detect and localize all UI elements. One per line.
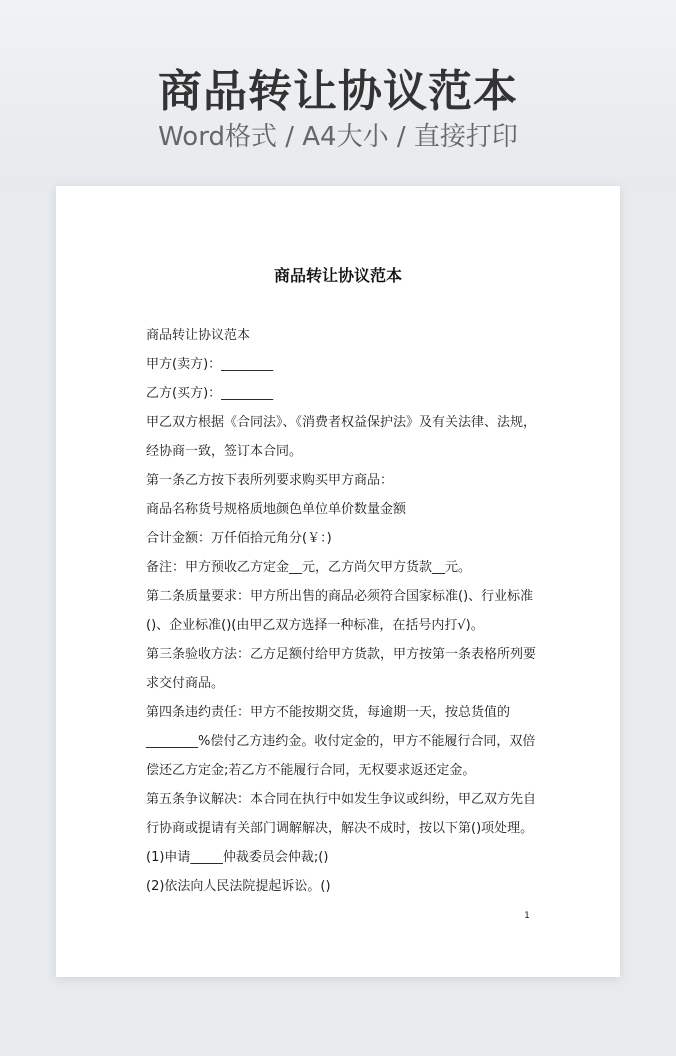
document-line: 第三条验收方法：乙方足额付给甲方货款，甲方按第一条表格所列要 bbox=[146, 647, 537, 662]
page-title: 商品转让协议范本 bbox=[158, 66, 518, 117]
document-line: 甲方(卖方)：________ bbox=[146, 357, 274, 372]
document-title: 商品转让协议范本 bbox=[273, 266, 402, 285]
document-line: 乙方(买方)：________ bbox=[146, 386, 274, 401]
document-line: 偿还乙方定金;若乙方不能履行合同，无权要求返还定金。 bbox=[146, 763, 476, 778]
document-line: (1)申请_____仲裁委员会仲裁;() bbox=[146, 850, 329, 865]
document-line: ________%偿付乙方违约金。收付定金的，甲方不能履行合同，双倍 bbox=[146, 734, 536, 749]
document-line: 备注：甲方预收乙方定金__元，乙方尚欠甲方货款__元。 bbox=[146, 560, 472, 575]
document-line: 第五条争议解决：本合同在执行中如发生争议或纠纷，甲乙双方先自 bbox=[146, 792, 537, 807]
document-line: 求交付商品。 bbox=[146, 676, 225, 691]
document-line: 第四条违约责任：甲方不能按期交货，每逾期一天，按总货值的 bbox=[146, 705, 511, 720]
document-line: 合计金额：万仟佰拾元角分(￥：) bbox=[146, 531, 332, 546]
document-line: 商品名称货号规格质地颜色单位单价数量金额 bbox=[146, 502, 407, 517]
document-line: 经协商一致，签订本合同。 bbox=[146, 444, 303, 459]
document-line: 商品转让协议范本 bbox=[146, 328, 251, 343]
page-number: 1 bbox=[524, 911, 530, 921]
document-line: 第二条质量要求：甲方所出售的商品必须符合国家标准()、行业标准 bbox=[146, 589, 534, 604]
document-line: 行协商或提请有关部门调解解决，解决不成时，按以下第()项处理。 bbox=[146, 821, 534, 836]
header-banner bbox=[0, 0, 676, 186]
document-line: ()、企业标准()(由甲乙双方选择一种标准，在括号内打√)。 bbox=[146, 618, 484, 633]
document-line: (2)依法向人民法院提起诉讼。() bbox=[146, 879, 331, 894]
document-line: 甲乙双方根据《合同法》、《消费者权益保护法》及有关法律、法规， bbox=[146, 415, 537, 430]
document-line: 第一条乙方按下表所列要求购买甲方商品： bbox=[146, 473, 394, 488]
document-body bbox=[146, 321, 538, 901]
page-subtitle: Word格式 / A4大小 / 直接打印 bbox=[158, 122, 518, 152]
document-page bbox=[56, 186, 620, 977]
